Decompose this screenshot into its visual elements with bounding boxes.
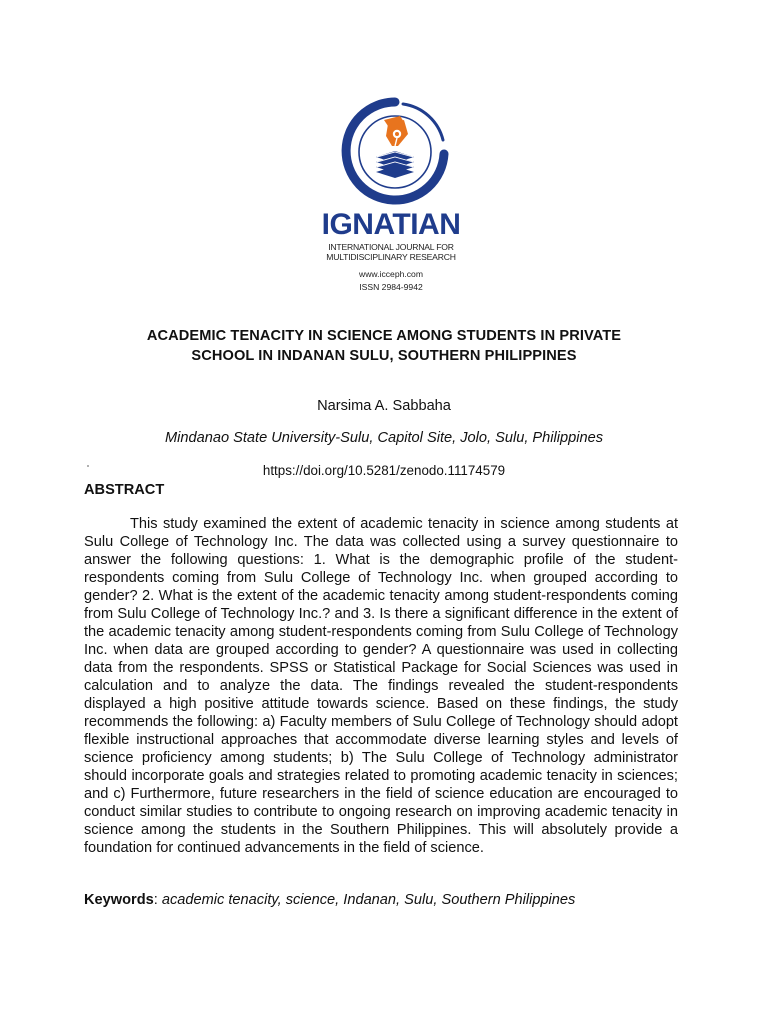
keywords-separator: : [153,892,162,908]
abstract-heading: ABSTRACT [84,482,165,498]
journal-url[interactable]: www.icceph.com [359,269,423,279]
journal-subtitle [318,242,464,262]
pen-nib-on-book-stack-icon [340,96,450,206]
journal-issn: ISSN 2984-9942 [359,282,423,292]
paper-title-line-1: ACADEMIC TENACITY IN SCIENCE AMONG STUDENTS IN PRIVATE [146,328,622,344]
keywords-line [84,890,684,910]
abstract-text: This study examined the extent of academic tenacity in science among students at Sulu College of Technology Inc. The data was collected using a survey questionnaire to answer the following questions: 1. What is the demographic profile of the student-respondents coming from Sulu College of Technology Inc. when grouped according to gender? 2. What is the extent of the academic tenacity among student-respondents coming from Sulu College of Technology Inc.? and 3. Is there a significant difference in the extent of the academic tenacity among student-respondents coming from Sulu College of Technology Inc. when data are grouped according to gender? A questionnaire was used in collecting data from the respondents. SPSS or Statistical Package for Social Sciences was used in calculation and to analyze the data. The findings revealed the student-respondents displayed a high positive attitude towards science. Based on these findings, the study recommends the following: a) Faculty members of Sulu College of Technology should adopt flexible instructional approaches that accommodate diverse learning styles and levels of science proficiency among students; b) The Sulu College of Technology administrator should incorporate goals and strategies related to promoting academic tenacity in sciences; and c) Furthermore, future researchers in the field of science education are encouraged to conduct similar studies to contribute to ongoing research on improving academic tenacity in science among the students in the Southern Philippines. This will absolutely provide a foundation for continued advancements in the field of science. [84,516,678,856]
keywords-label: Keywords [84,892,154,908]
paper-title [84,326,684,366]
doi-link[interactable]: https://doi.org/10.5281/zenodo.11174579 [262,463,506,478]
journal-subtitle-line-1: INTERNATIONAL JOURNAL FOR [328,242,454,252]
journal-subtitle-line-2: MULTIDISCIPLINARY RESEARCH [326,252,456,262]
author-name: Narsima A. Sabbaha [317,398,451,414]
journal-logo [318,96,464,296]
paper-title-line-2: SCHOOL IN INDANAN SULU, SOUTHERN PHILIPPINES [191,348,577,364]
author-affiliation: Mindanao State University-Sulu, Capitol Site, Jolo, Sulu, Philippines [164,430,604,446]
keywords-values: academic tenacity, science, Indanan, Sulu, Southern Philippines [161,892,576,908]
journal-name: IGNATIAN [321,208,461,241]
